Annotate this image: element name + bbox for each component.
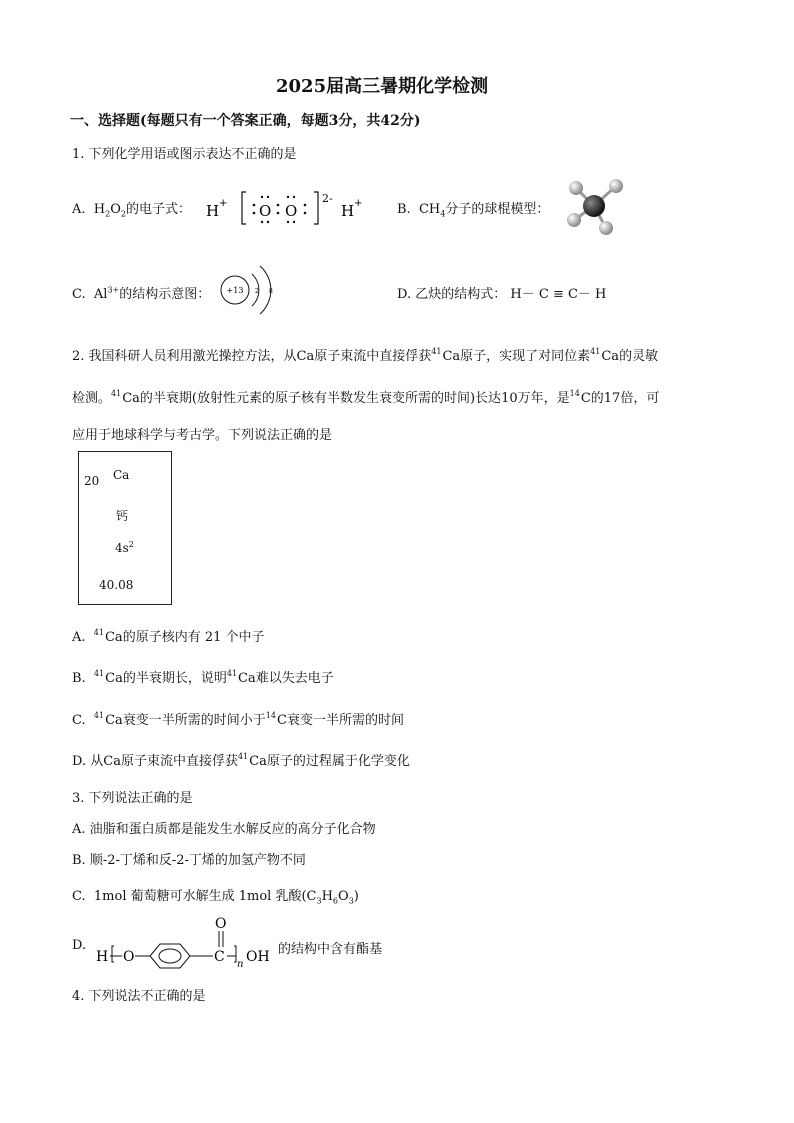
benzene-ring (150, 944, 190, 968)
shell-2-count: 8 (269, 288, 273, 295)
section-heading: 一、选择题(每题只有一个答案正确，每题3分，共42分) (70, 113, 421, 129)
q1-a-formula: $H_2O_2$ (93, 202, 126, 219)
q1-stem: 1. 下列化学用语或图示表达不正确的是 (72, 147, 297, 162)
q3-option-b: B. 顺-2-丁烯和反-2-丁烯的加氢产物不同 (72, 853, 306, 868)
bracket-left (242, 192, 246, 224)
q1-option-a (72, 198, 191, 217)
q1-c-text: 的结构示意图： (119, 287, 211, 302)
q3-option-c: C. 1mol 葡萄糖可水解生成 1mol 乳酸$(C_3H_6O_3)$ (72, 889, 359, 906)
q1-d-text: 乙炔的结构式： (415, 287, 507, 302)
q3-option-a: A. 油脂和蛋白质都是能发生水解反应的高分子化合物 (72, 822, 376, 837)
q1-a-electron-formula (202, 186, 372, 228)
q1-a-label: A. (72, 202, 86, 217)
q2-option-a: A. $^{41}$Ca的原子核内有 21 个中子 (72, 628, 265, 645)
q4-stem: 4. 下列说法不正确的是 (72, 989, 206, 1004)
q2-stem-line3: 应用于地球科学与考古学。下列说法正确的是 (72, 428, 333, 443)
q1-b-formula: $CH_4$ (418, 202, 446, 219)
element-symbol: Ca (113, 468, 130, 482)
q1-a-text: 的电子式： (126, 202, 192, 217)
atomic-number: 20 (84, 474, 100, 488)
lactic-acid-formula: $(C_3H_6O_3)$ (301, 889, 359, 906)
oxygen-1: O (259, 202, 272, 220)
q3-option-d-label: D. (72, 938, 87, 953)
q3-d-polymer-structure (90, 914, 280, 970)
q1-option-d (397, 283, 606, 302)
q1-option-c (72, 283, 210, 302)
shell-1-count: 2 (255, 288, 259, 295)
h-left: H (206, 202, 220, 220)
page-title: 2025届高三暑期化学检测 (276, 76, 489, 97)
carbonyl-oxygen: O (215, 916, 227, 932)
q1-b-label: B. (397, 202, 411, 217)
bracket-right (314, 192, 318, 224)
q2-stem-line2: 检测。$^{41}$Ca的半衰期(放射性元素的原子核有半数发生衰变所需的时间)长达10万年，是$^{14}$C的17倍，可 (72, 389, 660, 406)
q1-d-structure: H－ C ≡ C－ H (510, 287, 607, 302)
q2-stem-line1: 2. 我国科研人员利用激光操控方法，从Ca原子束流中直接俘获$^{41}$Ca原子，实现了对同位素$^{41}$Ca的灵敏 (72, 347, 659, 364)
charge: 2- (322, 192, 333, 205)
o-atom: O (123, 949, 135, 965)
calcium-element-card (78, 451, 172, 605)
nucleus-charge: +13 (226, 286, 244, 295)
q1-b-text: 分子的球棍模型： (445, 202, 550, 217)
q1-c-label: C. (72, 287, 86, 302)
q1-option-b (397, 198, 549, 217)
atomic-mass: 40.08 (99, 578, 134, 592)
oh-group: OH (246, 949, 270, 965)
h-right: H (341, 202, 355, 220)
q3-option-d-text: 的结构中含有酯基 (278, 942, 383, 957)
q1-d-label: D. (397, 287, 412, 302)
q2-option-d: D. 从Ca原子束流中直接俘获$^{41}$Ca原子的过程属于化学变化 (72, 752, 410, 769)
q1-c-ion: $Al^{3+}$ (93, 285, 120, 302)
q2-option-b: B. $^{41}$Ca的半衰期长，说明$^{41}$Ca难以失去电子 (72, 669, 334, 686)
element-name: 钙 (116, 509, 129, 523)
electron-config: $4s^2$ (115, 540, 134, 555)
plus-right: + (354, 198, 363, 209)
h-atom: H (96, 949, 109, 965)
oxygen-2: O (285, 202, 298, 220)
plus-left: + (219, 198, 228, 209)
q3-stem: 3. 下列说法正确的是 (72, 791, 193, 806)
q2-option-c: C. $^{41}$Ca衰变一半所需的时间小于$^{14}$C衰变一半所需的时间 (72, 711, 404, 728)
repeat-n: n (237, 959, 244, 970)
q1-b-ball-stick-model (562, 176, 628, 238)
q1-c-structure-diagram (218, 258, 280, 324)
carbonyl-carbon: C (214, 949, 225, 965)
